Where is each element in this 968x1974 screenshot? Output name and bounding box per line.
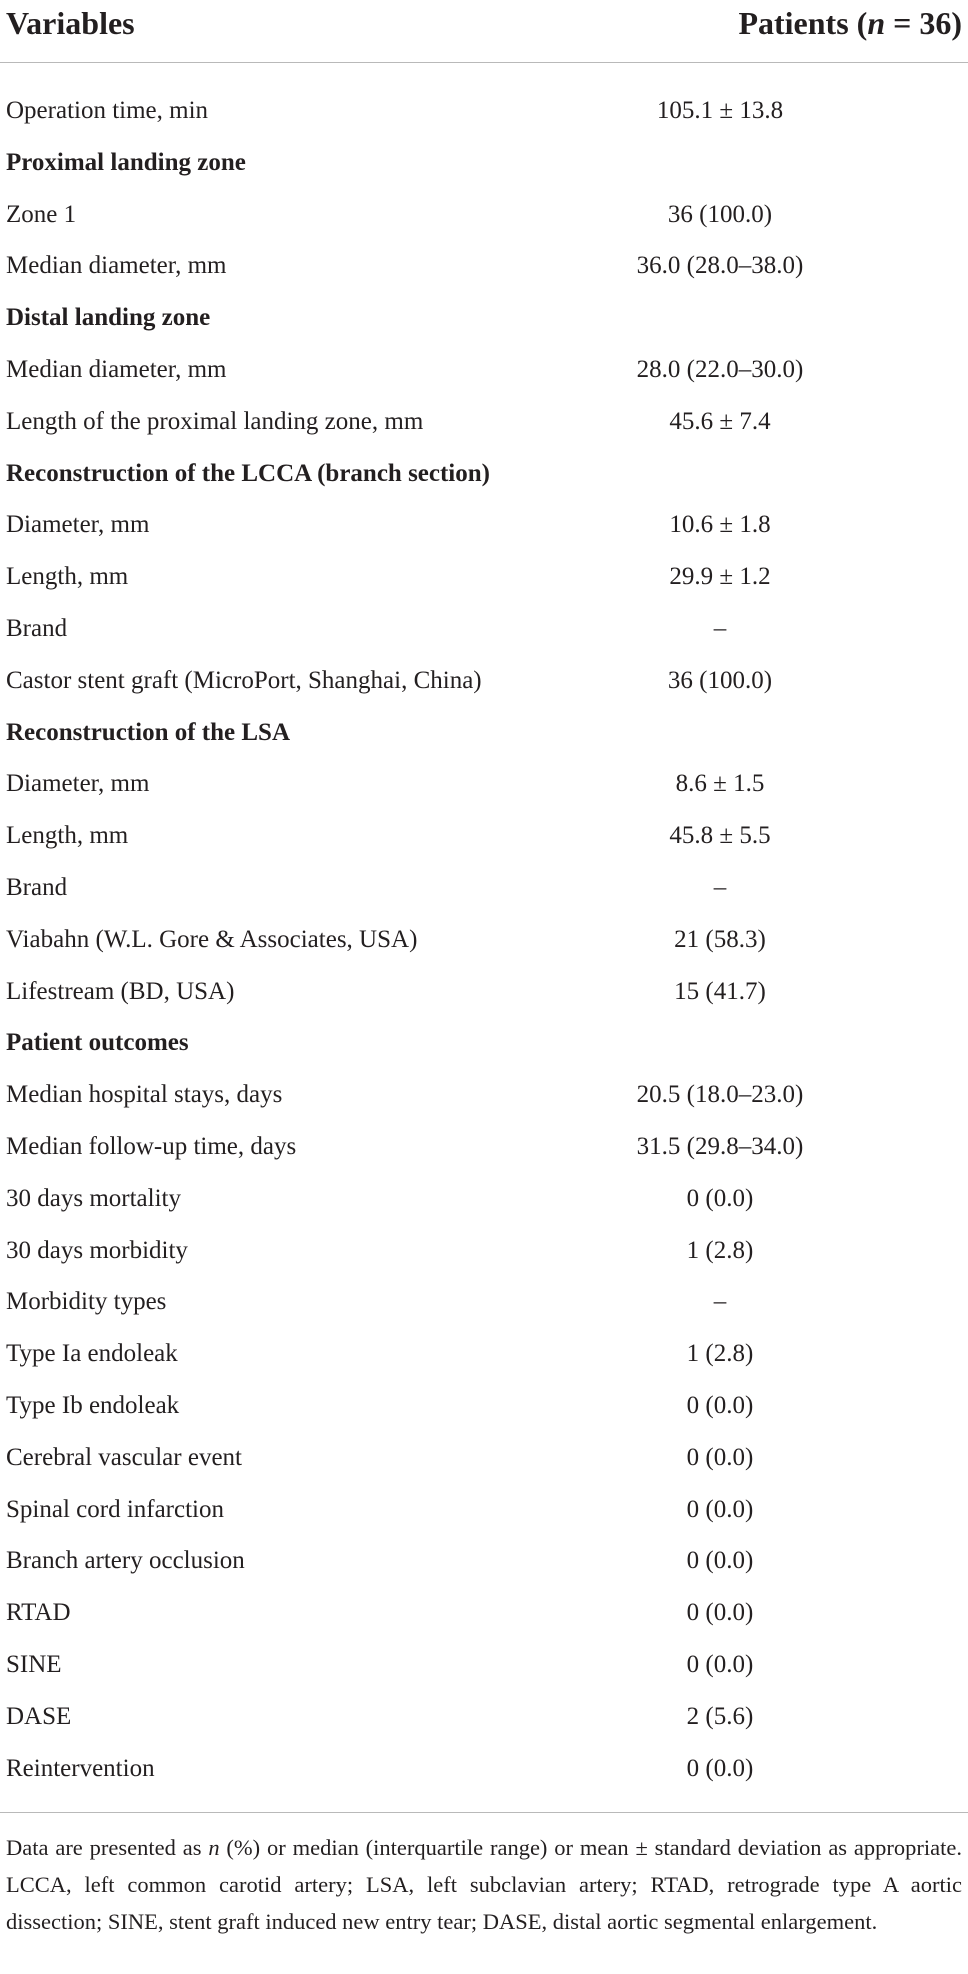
row-label: Length, mm (6, 822, 129, 850)
row-label: Median diameter, mm (6, 355, 227, 383)
table-row (0, 551, 968, 603)
row-value: 29.9 ± 1.2 (669, 563, 771, 591)
row-label: 30 days mortality (6, 1184, 181, 1212)
table-row (0, 1639, 968, 1691)
table-row (0, 1225, 968, 1277)
section-label: Reconstruction of the LSA (6, 718, 291, 746)
row-label: Median diameter, mm (6, 252, 227, 280)
row-value: 2 (5.6) (686, 1702, 754, 1730)
table-row (0, 1432, 968, 1484)
table-row (0, 1069, 968, 1121)
table-row (0, 1535, 968, 1587)
table-row (0, 1380, 968, 1432)
row-value: 45.6 ± 7.4 (669, 407, 771, 435)
section-label: Patient outcomes (6, 1029, 189, 1057)
table-row (0, 758, 968, 810)
row-label: Zone 1 (6, 200, 77, 228)
row-value: 1 (2.8) (686, 1340, 754, 1368)
section-label: Proximal landing zone (6, 148, 246, 176)
table-row (0, 1328, 968, 1380)
table-row (0, 1587, 968, 1639)
section-header-row (0, 292, 968, 344)
section-header-row (0, 1017, 968, 1069)
row-label: Brand (6, 873, 68, 901)
table-row (0, 1691, 968, 1743)
row-label: Lifestream (BD, USA) (6, 977, 235, 1005)
row-label: Median follow-up time, days (6, 1132, 297, 1160)
row-label: Type Ib endoleak (6, 1391, 180, 1419)
row-label: Length of the proximal landing zone, mm (6, 407, 424, 435)
table-row (0, 85, 968, 137)
section-header-row (0, 707, 968, 759)
row-value: – (713, 1288, 727, 1316)
section-header-row (0, 137, 968, 189)
table-bottom-rule (0, 1812, 968, 1813)
row-value: 0 (0.0) (686, 1391, 754, 1419)
table-row (0, 499, 968, 551)
row-value: 31.5 (29.8–34.0) (636, 1132, 804, 1160)
row-value: 36 (100.0) (667, 200, 773, 228)
row-label: Morbidity types (6, 1288, 167, 1316)
table-row (0, 810, 968, 862)
row-value: 28.0 (22.0–30.0) (636, 355, 804, 383)
header-n-italic: n (867, 5, 886, 41)
row-label: Castor stent graft (MicroPort, Shanghai, China) (6, 666, 482, 694)
row-value: 10.6 ± 1.8 (669, 511, 771, 539)
row-value: 36.0 (28.0–38.0) (636, 252, 804, 280)
row-label: 30 days morbidity (6, 1236, 188, 1264)
section-label: Reconstruction of the LCCA (branch section) (6, 459, 490, 487)
row-label: Cerebral vascular event (6, 1443, 242, 1471)
row-label: Type Ia endoleak (6, 1340, 178, 1368)
table-row (0, 396, 968, 448)
footnote-n-italic: n (208, 1835, 220, 1861)
column-header-patients (738, 0, 962, 46)
section-header-row (0, 448, 968, 500)
table-row (0, 1743, 968, 1795)
row-value: – (713, 614, 727, 642)
row-label: DASE (6, 1702, 72, 1730)
table-row (0, 603, 968, 655)
row-label: Diameter, mm (6, 770, 150, 798)
row-value: 20.5 (18.0–23.0) (636, 1081, 804, 1109)
row-value: – (713, 873, 727, 901)
table-row (0, 344, 968, 396)
row-value: 0 (0.0) (686, 1495, 754, 1523)
table-row (0, 189, 968, 241)
row-label: Viabahn (W.L. Gore & Associates, USA) (6, 925, 418, 953)
table-body (0, 85, 968, 1794)
table-row (0, 1173, 968, 1225)
header-suffix: = 36) (885, 5, 962, 41)
header-prefix: Patients ( (738, 5, 868, 41)
table-row (0, 240, 968, 292)
row-value: 45.8 ± 5.5 (669, 822, 771, 850)
table-footnote (6, 1829, 962, 1940)
footnote-part1: Data are presented as (6, 1835, 209, 1861)
row-value: 0 (0.0) (686, 1443, 754, 1471)
row-label: Branch artery occlusion (6, 1547, 245, 1575)
row-value: 0 (0.0) (686, 1184, 754, 1212)
row-label: Median hospital stays, days (6, 1081, 283, 1109)
table-row (0, 1276, 968, 1328)
row-label: Spinal cord infarction (6, 1495, 224, 1523)
column-header-variables: Variables (6, 5, 135, 41)
row-label: Length, mm (6, 563, 129, 591)
table-row (0, 862, 968, 914)
table-row (0, 1121, 968, 1173)
row-value: 0 (0.0) (686, 1547, 754, 1575)
row-value: 1 (2.8) (686, 1236, 754, 1264)
row-label: Diameter, mm (6, 511, 150, 539)
section-label: Distal landing zone (6, 304, 211, 332)
row-value: 0 (0.0) (686, 1754, 754, 1782)
table-row (0, 655, 968, 707)
row-label: RTAD (6, 1599, 71, 1627)
row-value: 15 (41.7) (674, 977, 766, 1005)
row-label: Reintervention (6, 1754, 155, 1782)
row-label: Brand (6, 614, 68, 642)
table-row (0, 966, 968, 1018)
row-value: 0 (0.0) (686, 1650, 754, 1678)
row-label: SINE (6, 1650, 62, 1678)
row-value: 8.6 ± 1.5 (675, 770, 765, 798)
table-row (0, 1484, 968, 1536)
row-value: 21 (58.3) (674, 925, 766, 953)
row-value: 36 (100.0) (667, 666, 773, 694)
row-value: 105.1 ± 13.8 (656, 97, 784, 124)
table-row (0, 914, 968, 966)
footnote-part2: (%) or median (interquartile range) or mean ± standard deviation as appropriate. LCCA, left common carotid artery; LSA, left subclavian artery; RTAD, retrograde type A aortic dissection; SINE, stent graft induced new entry tear; DASE, distal aortic segmental enlargement. (6, 1835, 962, 1935)
row-value: 0 (0.0) (686, 1599, 754, 1627)
row-label: Operation time, min (6, 97, 209, 124)
table-header (0, 0, 968, 63)
